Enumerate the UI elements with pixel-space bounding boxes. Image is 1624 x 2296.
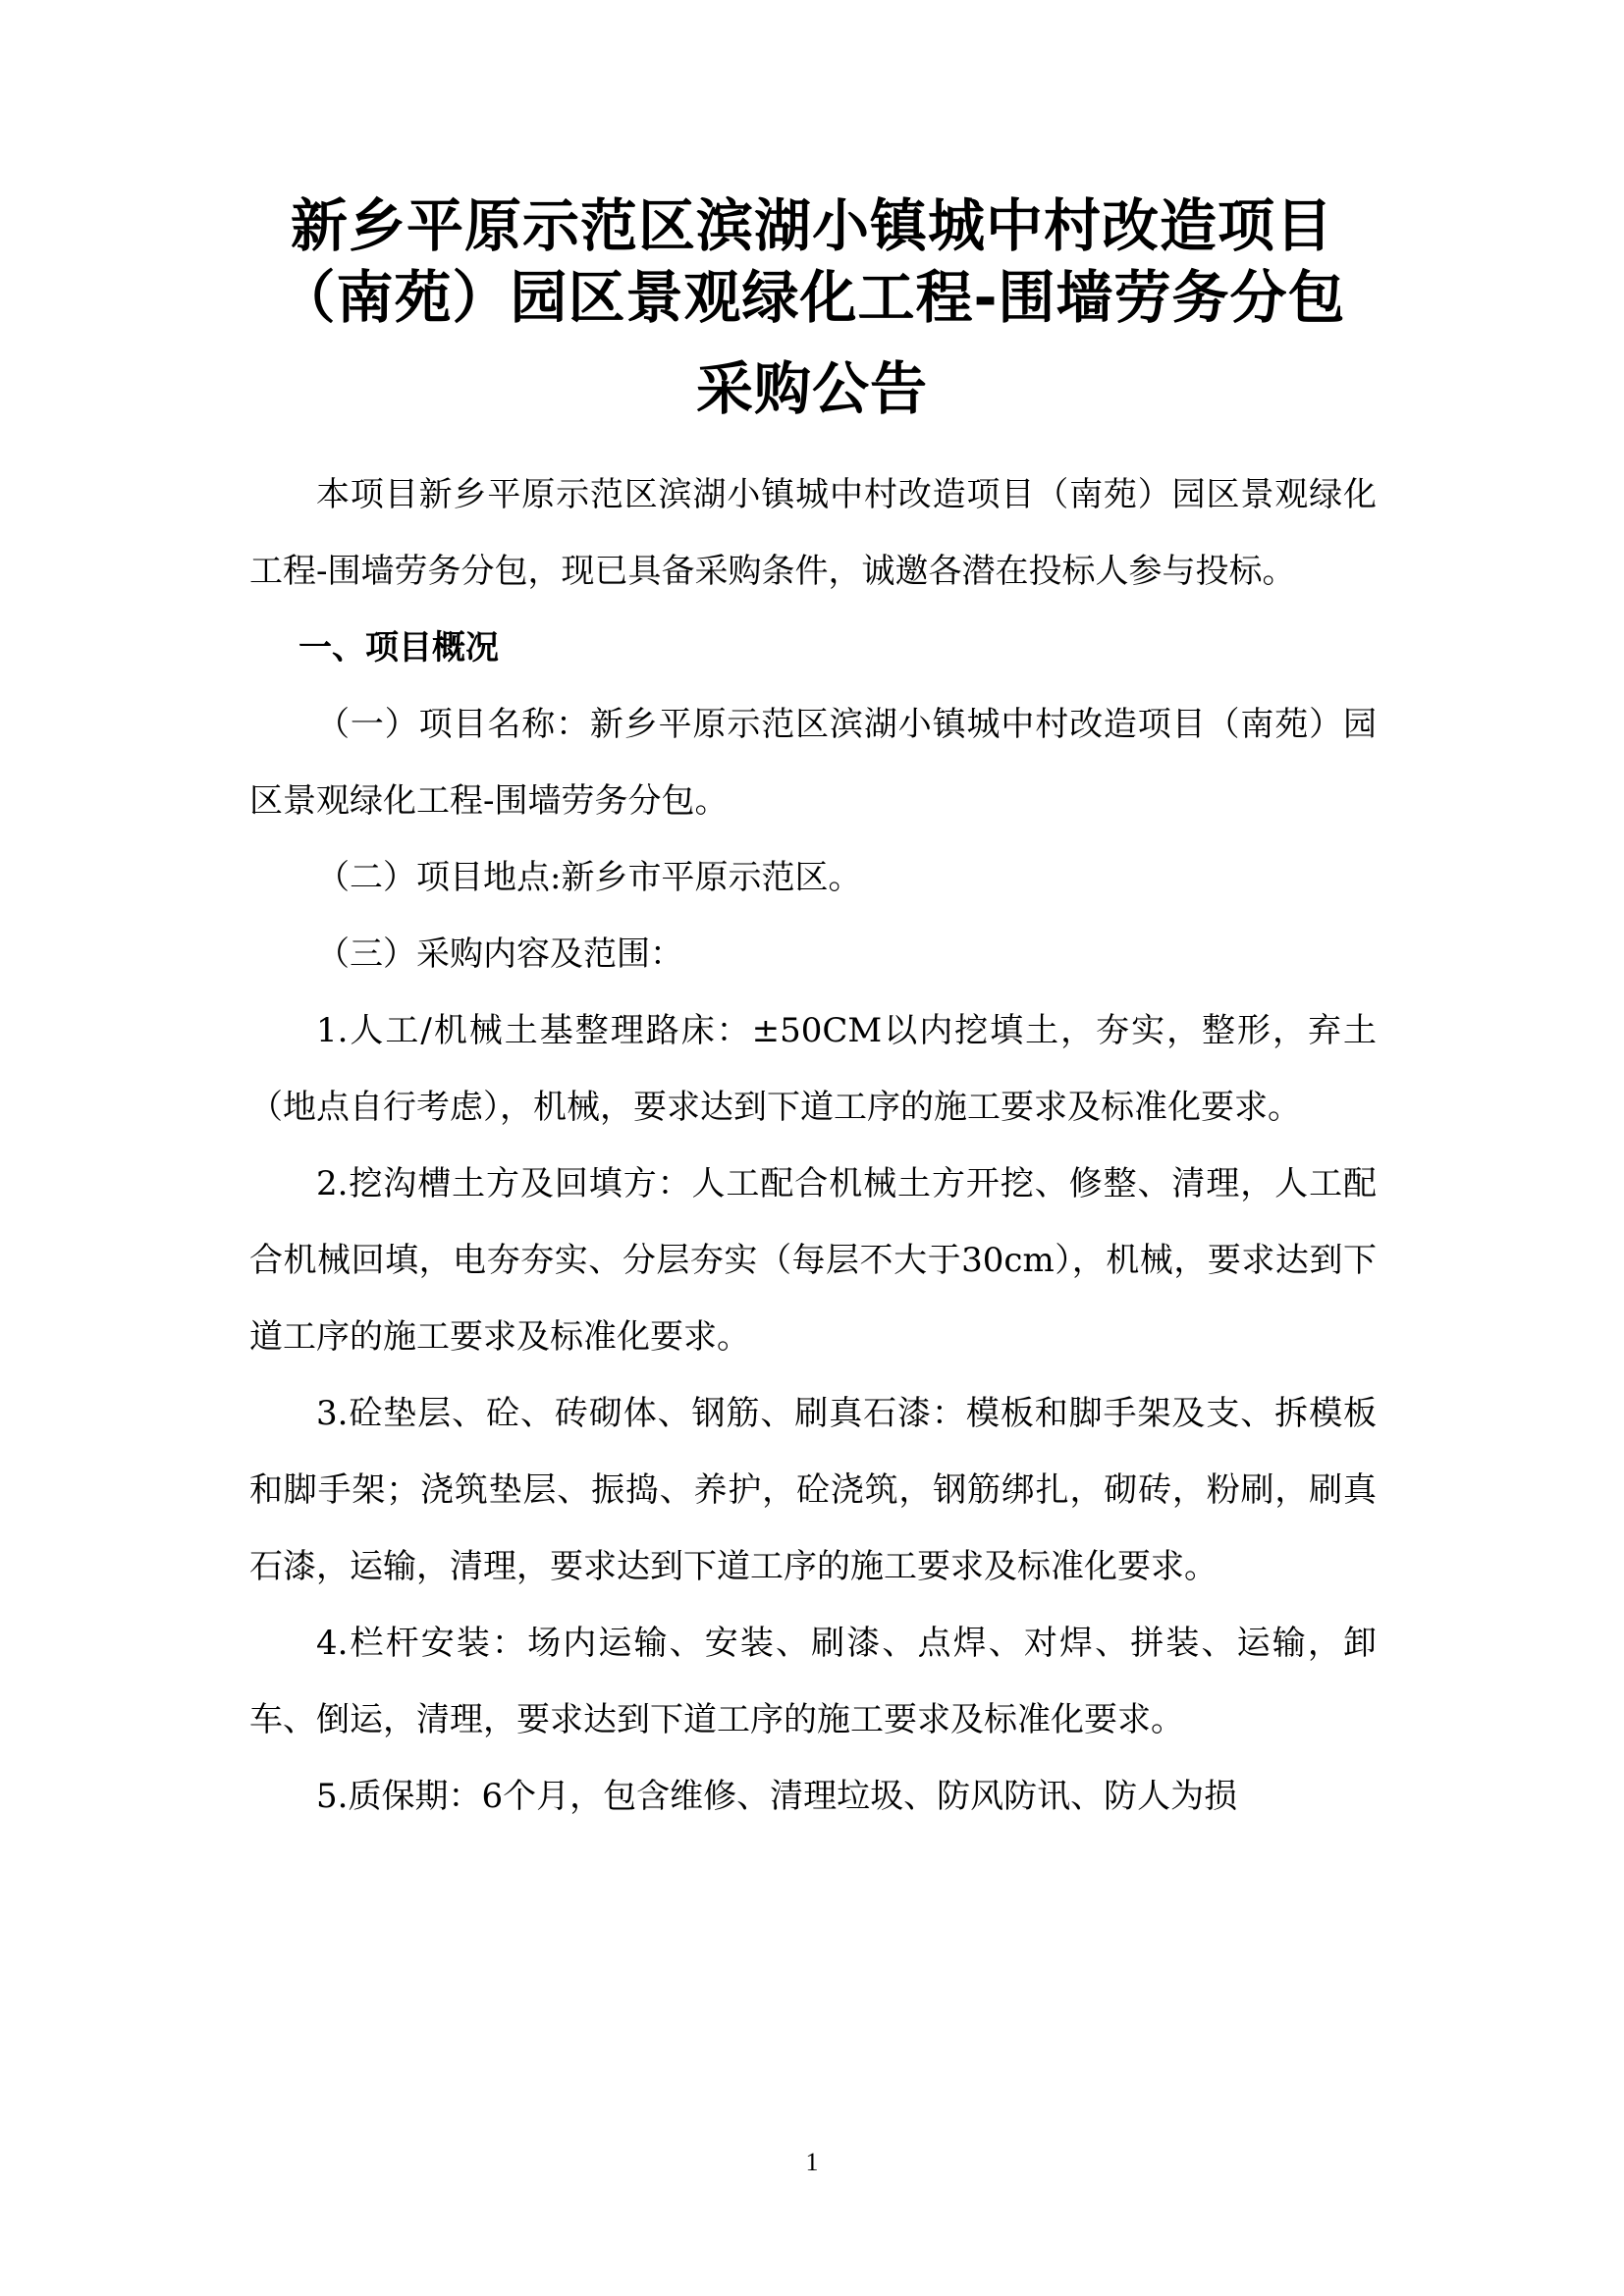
scope-paragraph-5: 5.质保期：6个月，包含维修、清理垃圾、防风防讯、防人为损 [316, 1777, 1238, 1816]
item-project-location: （二）项目地点:新乡市平原示范区。 [316, 858, 862, 897]
item-project-name: （一）项目名称：新乡平原示范区滨湖小镇城中村改造项目（南苑）园区景观绿化工程-围墙劳务分包。 [249, 705, 1377, 821]
document-title-line-2: （南苑）园区景观绿化工程-围墙劳务分包 [278, 264, 1346, 331]
scope-paragraph-2: 2.挖沟槽土方及回填方：人工配合机械土方开挖、修整、清理，人工配合机械回填，电夯夯实、分层夯实（每层不大于30cm），机械，要求达到下道工序的施工要求及标准化要求。 [249, 1164, 1377, 1357]
intro-paragraph: 本项目新乡平原示范区滨湖小镇城中村改造项目（南苑）园区景观绿化工程-围墙劳务分包，现已具备采购条件，诚邀各潜在投标人参与投标。 [249, 475, 1377, 591]
item-procurement-scope: （三）采购内容及范围： [316, 934, 683, 974]
scope-paragraph-1: 1.人工/机械土基整理路床：±50CM以内挖填土，夯实，整形，弃土（地点自行考虑），机械，要求达到下道工序的施工要求及标准化要求。 [249, 1011, 1377, 1127]
document-title-line-3: 采购公告 [695, 355, 928, 422]
scope-paragraph-4: 4.栏杆安装：场内运输、安装、刷漆、点焊、对焊、拼装、运输，卸车、倒运，清理，要求达到下道工序的施工要求及标准化要求。 [249, 1624, 1377, 1739]
document-title-line-1: 新乡平原示范区滨湖小镇城中村改造项目 [290, 192, 1333, 259]
scope-paragraph-3: 3.砼垫层、砼、砖砌体、钢筋、刷真石漆：模板和脚手架及支、拆模板和脚手架；浇筑垫层、振捣、养护，砼浇筑，钢筋绑扎，砌砖，粉刷，刷真石漆，运输，清理，要求达到下道工序的施工要求及标准化要求。 [249, 1394, 1377, 1586]
section-heading-project-overview: 一、项目概况 [298, 628, 499, 667]
document-body [249, 456, 1377, 1835]
page-number: 1 [805, 2148, 819, 2176]
